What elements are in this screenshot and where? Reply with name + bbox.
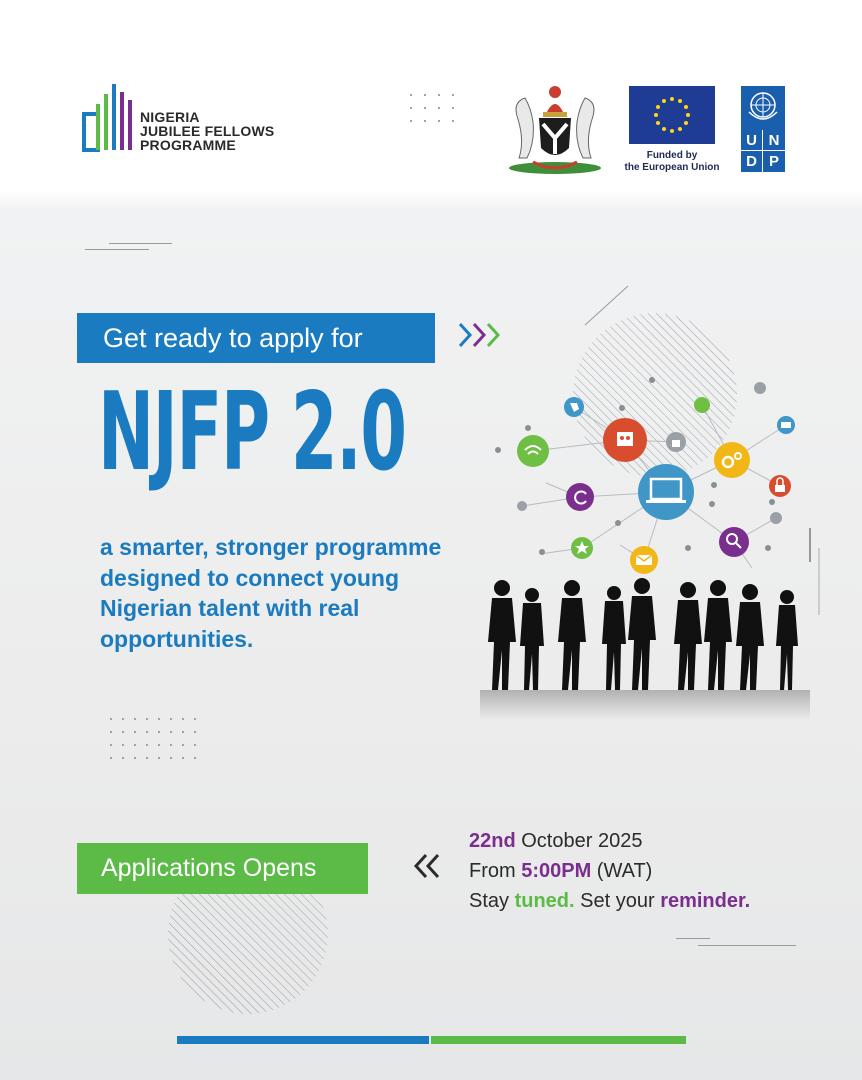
people-silhouettes — [488, 578, 798, 690]
tagline-line: a smarter, stronger programme — [100, 534, 442, 560]
eu-caption — [612, 150, 732, 174]
tagline-line: Nigerian talent with real — [100, 595, 360, 621]
robot-icon — [603, 418, 647, 462]
eu-flag — [629, 86, 715, 144]
undp-letter: D — [741, 151, 763, 172]
decor-dot-grid — [410, 94, 466, 133]
double-chevron-left-icon — [412, 852, 444, 880]
time-prefix: From — [469, 860, 522, 882]
decor-line — [109, 243, 172, 244]
tagline-line: opportunities. — [100, 625, 254, 652]
njfp-logo — [82, 80, 312, 160]
njfp-logo-text — [140, 110, 274, 152]
decor-line — [85, 249, 149, 250]
email-icon — [630, 546, 658, 574]
headline: NJFP 2.0 — [98, 370, 406, 495]
laptop-icon — [638, 464, 694, 520]
date-line — [469, 826, 642, 856]
wifi-icon — [517, 435, 549, 467]
refresh-icon — [566, 483, 594, 511]
eu-caption-line: the European Union — [624, 162, 720, 173]
eu-stars-icon — [629, 86, 715, 144]
like-icon — [666, 432, 686, 452]
date-rest: October 2025 — [515, 830, 643, 852]
chat-icon — [777, 416, 795, 434]
logo-line: JUBILEE FELLOWS — [140, 123, 275, 139]
undp-letter: P — [768, 153, 779, 170]
tag-icon — [564, 397, 584, 417]
footer-bar-green — [431, 1036, 686, 1044]
logo-line: NIGERIA — [140, 109, 200, 125]
decor-dot-grid — [110, 718, 206, 770]
search-icon — [719, 527, 749, 557]
date-day: 22nd — [469, 830, 516, 852]
tagline-line: designed to connect young — [100, 564, 400, 591]
lock-icon — [769, 475, 791, 497]
reminder-prefix: Stay — [469, 890, 515, 912]
decor-line — [676, 938, 710, 939]
logo-line: PROGRAMME — [140, 137, 236, 153]
reminder-word: reminder. — [660, 890, 751, 912]
undp-logo — [741, 86, 785, 172]
chart-icon — [694, 397, 710, 413]
reminder-tuned: tuned. — [514, 890, 575, 912]
applications-banner: Applications Opens — [77, 843, 368, 894]
decor-line — [698, 945, 796, 946]
footer-bar-blue — [177, 1036, 429, 1044]
eu-caption-line: Funded by — [646, 150, 698, 161]
star-icon — [571, 537, 593, 559]
time-line — [469, 856, 652, 886]
gears-icon — [714, 442, 750, 478]
striped-circle — [573, 313, 737, 477]
un-emblem-icon — [741, 86, 785, 128]
nigeria-coat-of-arms — [503, 82, 607, 176]
undp-letter: U — [741, 130, 763, 151]
tagline — [100, 532, 510, 654]
cta-banner: Get ready to apply for — [77, 313, 435, 363]
reminder-line — [469, 886, 750, 916]
reminder-mid: Set your — [574, 890, 661, 912]
undp-letter: N — [763, 130, 785, 151]
time-value: 5:00PM — [521, 860, 592, 882]
time-zone: (WAT) — [591, 860, 653, 882]
njfp-building-icon — [82, 80, 138, 156]
network-people-illustration — [470, 280, 830, 720]
